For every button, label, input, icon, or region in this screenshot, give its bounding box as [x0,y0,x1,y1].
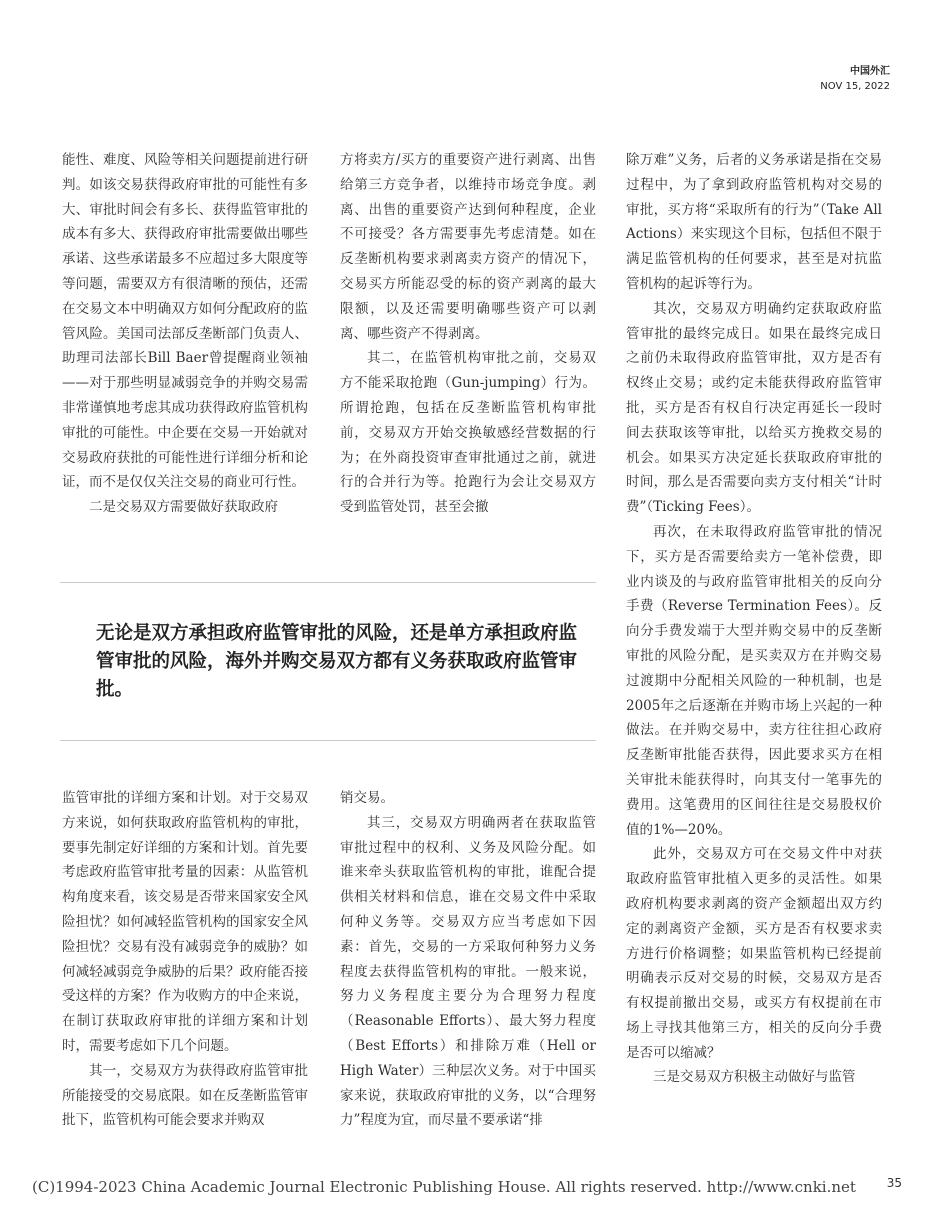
paragraph: 此外，交易双方可在交易文件中对获取政府监管审批植入更多的灵活性。如果政府机构要求剥离的资产金额超出双方约定的剥离资产金额，买方是否有权要求卖方进行价格调整；如果监管机构已经提前明确表示反对交易的时候，交易双方是否有权提前撤出交易，或买方有权提前在市场上寻找其他第三方，相关的反向分手费是否可以缩减？ [626,846,882,1061]
pull-quote-bottom-rule [60,740,596,741]
page-number: 35 [886,1176,902,1190]
paragraph: 再次，在未取得政府监管审批的情况下，买方是否需要给卖方一笔补偿费，即业内谈及的与政府监管审批相关的反向分手费（Reverse Termination Fees）。反向分手费发端于大型并购交易中的反垄断审批的风险分配，是买卖双方在并购交易过渡期中分配相关风险的一种机制，也是2005年之后逐渐在并购市场上兴起的一种做法。在并购交易中，卖方往往担心政府反垄断审批能否获得，因此要求买方在相关审批未能获得时，向其支付一笔事先的费用。这笔费用的区间往往是交易股权价值的1%—20%。 [626,523,882,838]
paragraph: 销交易。 [340,790,394,806]
paragraph: 其三，交易双方明确两者在获取监管审批过程中的权利、义务及风险分配。如谁来牵头获取监管机构的审批，谁配合提供相关材料和信息，谁在交易文件中采取何种义务等。交易双方应当考虑如下因素：首先，交易的一方采取何种努力义务程度去获得监管机构的审批。一般来说，努力义务程度主要分为合理努力程度（Reasonable Efforts）、最大努力程度（Best Efforts）和排除万难（Hell or High Water）三种层次义务。对于中国买家来说，获取政府审批的义务，以“合理努力”程度为宜，而尽量不要承诺“排 [340,814,596,1129]
paragraph: 其一，交易双方为获得政府监管审批所能接受的交易底限。如在反垄断监管审批下，监管机构可能会要求并购双 [62,1062,308,1129]
column-3 [626,148,882,1090]
column-1-top [62,148,308,520]
paragraph: 能性、难度、风险等相关问题提前进行研判。如该交易获得政府审批的可能性有多大、审批时间会有多长、获得监管审批的成本有多大、获得政府审批需要做出哪些承诺、这些承诺最多不应超过多大限度等等问题，需要双方有很清晰的预估，还需在交易文本中明确双方如何分配政府的监管风险。美国司法部反垄断部门负责人、助理司法部长Bill Baer曾提醒商业领袖——对于那些明显减弱竞争的并购交易需非常谨慎地考虑其成功获得政府监管机构审批的可能性。中企要在交易一开始就对交易政府获批的可能性进行详细分析和论证，而不是仅仅关注交易的商业可行性。 [62,152,308,491]
copyright-footer: (C)1994-2023 China Academic Journal Electronic Publishing House. All rights reserved. http://www.cnki.net [32,1178,856,1196]
pull-quote-top-rule [60,582,596,583]
issue-date: NOV 15, 2022 [820,81,890,92]
paragraph: 二是交易双方需要做好获取政府 [89,499,278,516]
paragraph: 三是交易双方积极主动做好与监管 [653,1069,856,1086]
column-1-bottom [62,786,308,1133]
paragraph: 其二，在监管机构审批之前，交易双方不能采取抢跑（Gun-jumping）行为。所谓抢跑，包括在反垄断监管机构审批前，交易双方开始交换敏感经营数据的行为；在外商投资审查审批通过之前，就进行的合并行为等。抢跑行为会让交易双方受到监管处罚，甚至会撤 [340,350,596,516]
publication-name: 中国外汇 [850,66,890,77]
paragraph: 方将卖方/买方的重要资产进行剥离、出售给第三方竞争者，以维持市场竞争度。剥离、出售的重要资产达到何种程度，企业不可接受？各方需要事先考虑清楚。如在反垄断机构要求剥离卖方资产的情况下，交易买方所能忍受的标的资产剥离的最大限额，以及还需要明确哪些资产可以剥离、哪些资产不得剥离。 [340,152,596,342]
paragraph: 监管审批的详细方案和计划。对于交易双方来说，如何获取政府监管机构的审批，要事先制定好详细的方案和计划。首先要考虑政府监管审批考量的因素：从监管机构角度来看，该交易是否带来国家安全风险担忧？如何减轻监管机构的国家安全风险担忧？交易有没有减弱竞争的威胁？如何减轻减弱竞争威胁的后果？政府能否接受这样的方案？作为收购方的中企来说，在制订获取政府审批的详细方案和计划时，需要考虑如下几个问题。 [62,790,308,1054]
paragraph: 其次，交易双方明确约定获取政府监管审批的最终完成日。如果在最终完成日之前仍未取得政府监管审批，双方是否有权终止交易；或约定未能获得政府监管审批，买方是否有权自行决定再延长一段时间去获取该等审批，以给买方挽救交易的机会。如果买方决定延长获取政府审批的时间，那么是否需要向卖方支付相关“计时费”（Ticking Fees）。 [626,300,882,516]
column-2-bottom [340,786,596,1133]
paragraph: 除万难”义务，后者的义务承诺是指在交易过程中，为了拿到政府监管机构对交易的审批，买方将“采取所有的行为”（Take All Actions）来实现这个目标，包括但不限于满足监管机构的任何要求，甚至是对抗监管机构的起诉等行为。 [626,152,882,292]
column-2-top [340,148,596,520]
pull-quote: 无论是双方承担政府监管审批的风险，还是单方承担政府监管审批的风险，海外并购交易双方都有义务获取政府监管审批。 [96,623,578,700]
page-header [820,64,890,94]
